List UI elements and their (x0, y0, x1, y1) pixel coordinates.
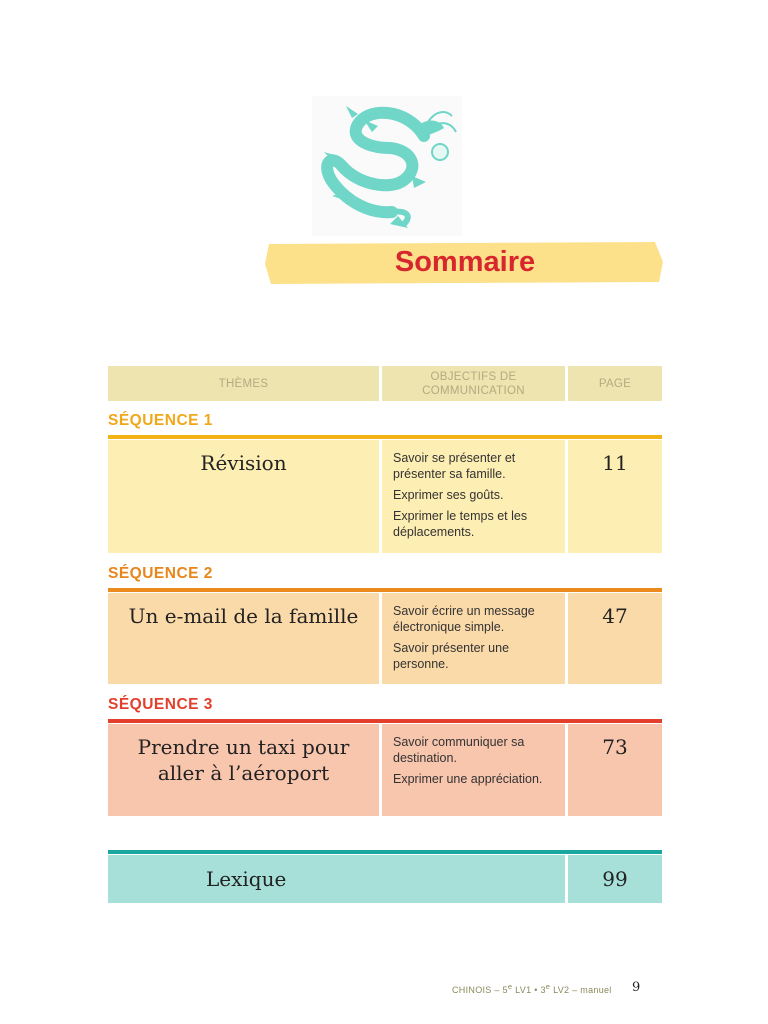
footer-separator: – (572, 985, 578, 995)
objective-item: Savoir se présenter et présenter sa famille. (393, 451, 516, 481)
lexique-label[interactable]: Lexique (108, 855, 565, 903)
sequence-2-page[interactable]: 47 (568, 593, 662, 684)
objective-item: Exprimer le temps et les déplacements. (393, 509, 528, 539)
sequence-3-objectives (382, 724, 565, 816)
header-objectives-line2: COMMUNICATION (422, 384, 525, 397)
lexique-rule (108, 850, 662, 854)
sequence-1-objectives (382, 440, 565, 553)
header-themes: THÈMES (108, 366, 379, 401)
footer-level2: 3 (540, 985, 546, 995)
sequence-3-theme-line1: Prendre un taxi pour (137, 735, 350, 759)
header-page: PAGE (568, 366, 662, 401)
sequence-1-theme[interactable]: Révision (108, 440, 379, 553)
sequence-3-theme[interactable] (108, 724, 379, 816)
footer-level1: 5 (502, 985, 508, 995)
objective-item: Exprimer ses goûts. (393, 488, 504, 502)
title-banner (265, 240, 665, 284)
footer-caption (452, 982, 612, 995)
footer-subject: CHINOIS (452, 985, 492, 995)
sequence-3-rule (108, 719, 662, 723)
sequence-2-objectives (382, 593, 565, 684)
objective-item: Savoir communiquer sa destination. (393, 735, 525, 765)
header-objectives (382, 366, 565, 401)
objective-item: Savoir écrire un message électronique simple. (393, 604, 535, 634)
sequence-1-page[interactable]: 11 (568, 440, 662, 553)
sequence-3-label: SÉQUENCE 3 (108, 696, 213, 713)
sequence-2-rule (108, 588, 662, 592)
objective-item: Savoir présenter une personne. (393, 641, 510, 671)
lexique-page[interactable]: 99 (568, 855, 662, 903)
sequence-1-rule (108, 435, 662, 439)
sequence-2-theme[interactable]: Un e-mail de la famille (108, 593, 379, 684)
footer-level2-sup: e (545, 982, 551, 991)
footer-lv1: LV1 (515, 985, 532, 995)
footer-level1-sup: e (507, 982, 513, 991)
footer-bullet: • (534, 985, 538, 995)
sequence-1-label: SÉQUENCE 1 (108, 412, 213, 429)
dragon-illustration (312, 96, 462, 236)
footer-lv2: LV2 (553, 985, 570, 995)
footer-separator: – (494, 985, 500, 995)
page-title: Sommaire (394, 246, 536, 278)
sequence-3-page[interactable]: 73 (568, 724, 662, 816)
footer-book: manuel (580, 985, 612, 995)
sequence-3-theme-line2: aller à l’aéroport (157, 761, 330, 785)
objective-item: Exprimer une appréciation. (393, 772, 543, 786)
page-number: 9 (632, 980, 641, 995)
sequence-2-label: SÉQUENCE 2 (108, 565, 213, 582)
header-objectives-line1: OBJECTIFS DE (430, 370, 517, 383)
